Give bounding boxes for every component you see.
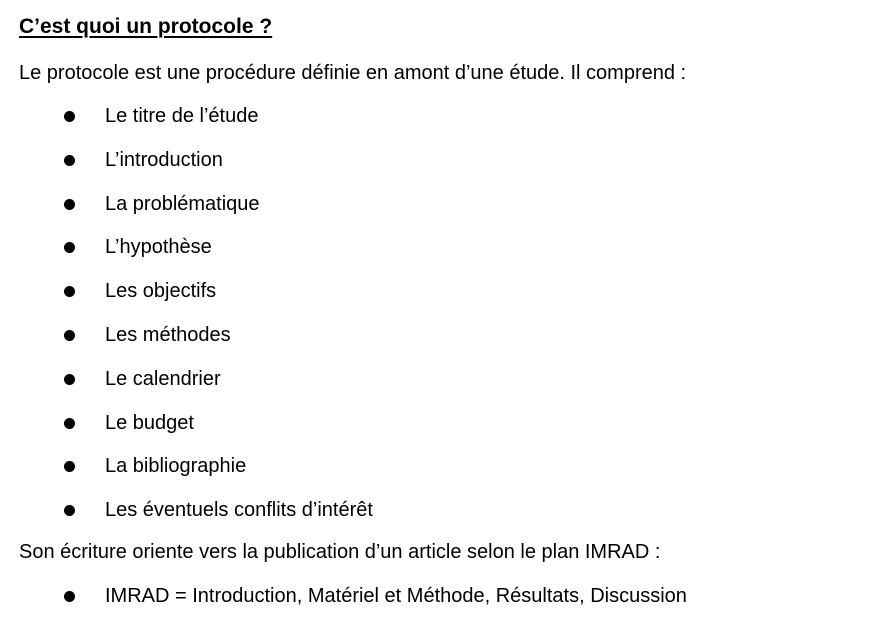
list-item-text: Le titre de l’étude — [105, 105, 259, 127]
list-item-text: Les éventuels conflits d’intérêt — [105, 499, 373, 522]
list-item-text: Le budget — [105, 411, 194, 434]
list-item-text: Les méthodes — [105, 323, 231, 346]
bullet-icon — [64, 591, 75, 602]
bullet-icon — [64, 242, 75, 253]
intro-paragraph: Le protocole est une procédure définie en amont d’une étude. Il comprend : — [19, 62, 687, 84]
list-item-text: L’introduction — [105, 148, 223, 171]
bullet-icon — [64, 330, 75, 341]
bullet-icon — [64, 461, 75, 472]
list-item-text: La problématique — [105, 192, 260, 215]
list-item-text: IMRAD = Introduction, Matériel et Méthode, Résultats, Discussion — [105, 585, 687, 607]
bullet-icon — [64, 418, 75, 429]
outro-paragraph: Son écriture oriente vers la publication d’un article selon le plan IMRAD : — [19, 541, 661, 563]
bullet-icon — [64, 505, 75, 516]
list-item-text: La bibliographie — [105, 455, 247, 478]
bullet-icon — [64, 111, 75, 122]
bullet-icon — [64, 155, 75, 166]
bullet-icon — [64, 374, 75, 385]
bullet-icon — [64, 199, 75, 210]
list-item-text: L’hypothèse — [105, 236, 212, 259]
page-title: C’est quoi un protocole ? — [19, 15, 273, 38]
bullet-icon — [64, 286, 75, 297]
list-item-text: Les objectifs — [105, 280, 217, 303]
list-item-text: Le calendrier — [105, 367, 221, 390]
